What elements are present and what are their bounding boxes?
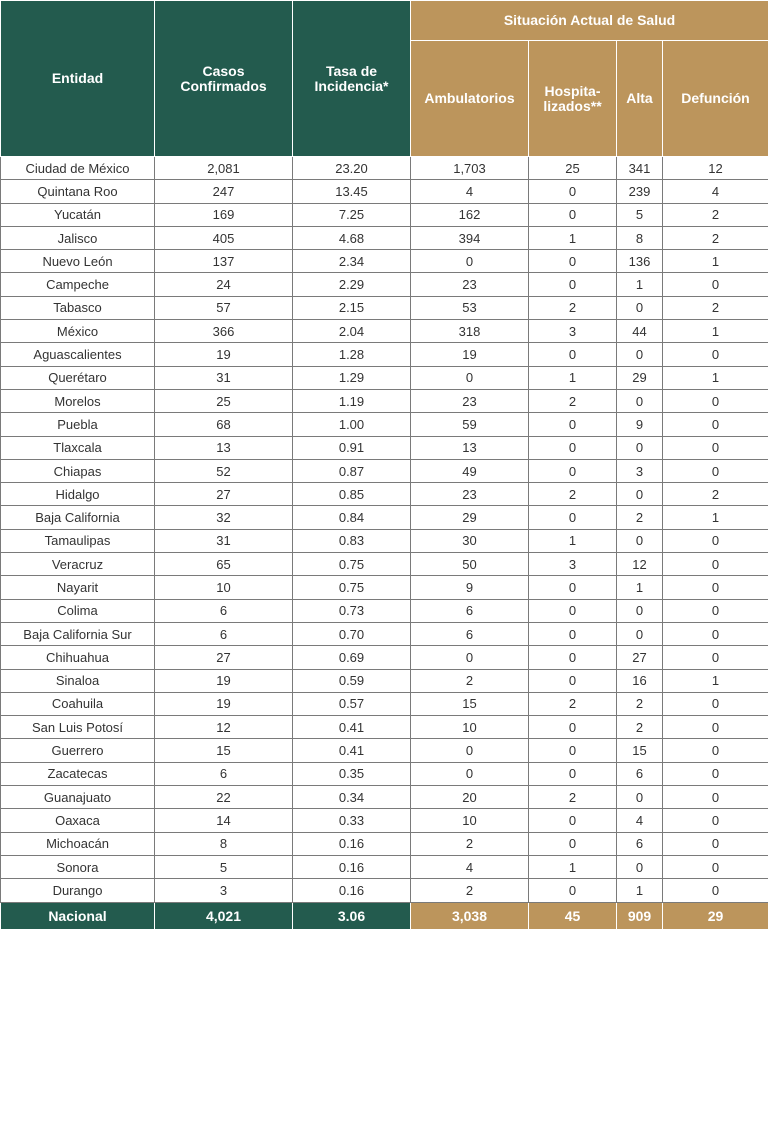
value-cell: 0 (663, 599, 768, 622)
table-row (1, 832, 768, 855)
value-cell: 0 (529, 180, 617, 203)
value-cell: 0.87 (293, 459, 411, 482)
table-row (1, 762, 768, 785)
value-cell: 4 (411, 180, 529, 203)
value-cell: 0 (411, 762, 529, 785)
table-row (1, 576, 768, 599)
value-cell: 0 (663, 716, 768, 739)
value-cell: 0.91 (293, 436, 411, 459)
value-cell: 14 (155, 809, 293, 832)
value-cell: 1 (617, 879, 663, 902)
value-cell: 6 (411, 622, 529, 645)
value-cell: 0 (529, 599, 617, 622)
entity-name-cell: Jalisco (1, 226, 155, 249)
value-cell: 0 (617, 855, 663, 878)
table-body (1, 157, 768, 903)
value-cell: 0 (617, 436, 663, 459)
value-cell: 0 (529, 622, 617, 645)
entity-name-cell: Sinaloa (1, 669, 155, 692)
value-cell: 0 (529, 762, 617, 785)
value-cell: 247 (155, 180, 293, 203)
value-cell: 0.75 (293, 576, 411, 599)
value-cell: 1 (663, 506, 768, 529)
value-cell: 0.57 (293, 692, 411, 715)
entity-name-cell: Guerrero (1, 739, 155, 762)
value-cell: 0 (663, 529, 768, 552)
value-cell: 2 (663, 203, 768, 226)
value-cell: 2 (617, 716, 663, 739)
value-cell: 23 (411, 273, 529, 296)
value-cell: 13 (411, 436, 529, 459)
value-cell: 2 (529, 296, 617, 319)
value-cell: 0 (617, 389, 663, 412)
value-cell: 6 (617, 762, 663, 785)
total-cell: Nacional (1, 902, 155, 929)
header-casos-confirmados: Casos Confirmados (155, 1, 293, 157)
value-cell: 4.68 (293, 226, 411, 249)
value-cell: 57 (155, 296, 293, 319)
value-cell: 49 (411, 459, 529, 482)
value-cell: 341 (617, 157, 663, 180)
value-cell: 50 (411, 553, 529, 576)
table-row (1, 389, 768, 412)
table-row (1, 343, 768, 366)
table-row (1, 529, 768, 552)
value-cell: 0.16 (293, 879, 411, 902)
value-cell: 10 (411, 809, 529, 832)
entity-name-cell: Tamaulipas (1, 529, 155, 552)
value-cell: 1 (663, 320, 768, 343)
table-row (1, 436, 768, 459)
value-cell: 0 (663, 576, 768, 599)
value-cell: 8 (617, 226, 663, 249)
value-cell: 0 (663, 459, 768, 482)
entity-name-cell: Baja California (1, 506, 155, 529)
total-cell: 3,038 (411, 902, 529, 929)
value-cell: 1 (529, 529, 617, 552)
value-cell: 3 (155, 879, 293, 902)
value-cell: 2 (411, 832, 529, 855)
value-cell: 136 (617, 250, 663, 273)
value-cell: 19 (155, 692, 293, 715)
value-cell: 4 (411, 855, 529, 878)
value-cell: 0 (663, 646, 768, 669)
value-cell: 0 (663, 832, 768, 855)
value-cell: 1 (617, 576, 663, 599)
value-cell: 10 (155, 576, 293, 599)
entity-name-cell: Yucatán (1, 203, 155, 226)
entity-name-cell: Baja California Sur (1, 622, 155, 645)
value-cell: 0 (663, 436, 768, 459)
value-cell: 65 (155, 553, 293, 576)
header-entidad: Entidad (1, 1, 155, 157)
value-cell: 0.34 (293, 786, 411, 809)
value-cell: 31 (155, 529, 293, 552)
value-cell: 405 (155, 226, 293, 249)
table-row (1, 203, 768, 226)
entity-name-cell: Zacatecas (1, 762, 155, 785)
total-row (1, 902, 768, 929)
entity-name-cell: Aguascalientes (1, 343, 155, 366)
value-cell: 2.04 (293, 320, 411, 343)
value-cell: 0 (529, 646, 617, 669)
value-cell: 0 (529, 879, 617, 902)
value-cell: 6 (155, 622, 293, 645)
value-cell: 0 (663, 739, 768, 762)
value-cell: 0 (529, 273, 617, 296)
value-cell: 19 (155, 343, 293, 366)
table-row (1, 553, 768, 576)
value-cell: 0 (663, 413, 768, 436)
value-cell: 2 (617, 506, 663, 529)
value-cell: 0 (663, 622, 768, 645)
value-cell: 19 (155, 669, 293, 692)
value-cell: 0 (529, 669, 617, 692)
value-cell: 2 (617, 692, 663, 715)
value-cell: 318 (411, 320, 529, 343)
value-cell: 1 (617, 273, 663, 296)
value-cell: 0 (663, 273, 768, 296)
value-cell: 59 (411, 413, 529, 436)
entity-name-cell: Guanajuato (1, 786, 155, 809)
value-cell: 0 (411, 646, 529, 669)
value-cell: 2 (663, 226, 768, 249)
value-cell: 16 (617, 669, 663, 692)
value-cell: 0.35 (293, 762, 411, 785)
table-row (1, 739, 768, 762)
value-cell: 15 (155, 739, 293, 762)
value-cell: 68 (155, 413, 293, 436)
value-cell: 1 (663, 250, 768, 273)
value-cell: 1.00 (293, 413, 411, 436)
value-cell: 1 (529, 855, 617, 878)
table-row (1, 622, 768, 645)
value-cell: 2.34 (293, 250, 411, 273)
table-row (1, 599, 768, 622)
value-cell: 0.33 (293, 809, 411, 832)
total-cell: 909 (617, 902, 663, 929)
value-cell: 0.41 (293, 716, 411, 739)
value-cell: 27 (155, 483, 293, 506)
value-cell: 3 (529, 553, 617, 576)
value-cell: 2 (529, 389, 617, 412)
table-row (1, 413, 768, 436)
value-cell: 0 (529, 506, 617, 529)
value-cell: 0 (663, 762, 768, 785)
table-row (1, 692, 768, 715)
value-cell: 0 (617, 343, 663, 366)
table-row (1, 855, 768, 878)
header-hospitalizados: Hospita-lizados** (529, 41, 617, 157)
value-cell: 1 (663, 366, 768, 389)
value-cell: 2,081 (155, 157, 293, 180)
entity-name-cell: Nayarit (1, 576, 155, 599)
header-situacion-actual: Situación Actual de Salud (411, 1, 768, 41)
table-row (1, 716, 768, 739)
value-cell: 0 (529, 459, 617, 482)
value-cell: 6 (155, 762, 293, 785)
value-cell: 0.69 (293, 646, 411, 669)
value-cell: 0 (663, 786, 768, 809)
header-tasa-incidencia: Tasa de Incidencia* (293, 1, 411, 157)
value-cell: 2.29 (293, 273, 411, 296)
value-cell: 3 (617, 459, 663, 482)
value-cell: 0 (529, 250, 617, 273)
value-cell: 6 (155, 599, 293, 622)
entity-name-cell: Chiapas (1, 459, 155, 482)
value-cell: 0 (617, 529, 663, 552)
value-cell: 0 (529, 832, 617, 855)
entity-name-cell: Sonora (1, 855, 155, 878)
entity-name-cell: Puebla (1, 413, 155, 436)
value-cell: 12 (663, 157, 768, 180)
entity-name-cell: Tabasco (1, 296, 155, 319)
value-cell: 4 (617, 809, 663, 832)
value-cell: 29 (617, 366, 663, 389)
value-cell: 0.16 (293, 832, 411, 855)
value-cell: 0 (529, 343, 617, 366)
value-cell: 366 (155, 320, 293, 343)
value-cell: 0 (529, 809, 617, 832)
value-cell: 0 (529, 436, 617, 459)
value-cell: 12 (617, 553, 663, 576)
header-defuncion: Defunción (663, 41, 768, 157)
value-cell: 2 (663, 296, 768, 319)
value-cell: 6 (411, 599, 529, 622)
value-cell: 9 (617, 413, 663, 436)
value-cell: 0 (617, 622, 663, 645)
entity-name-cell: Tlaxcala (1, 436, 155, 459)
value-cell: 15 (411, 692, 529, 715)
value-cell: 169 (155, 203, 293, 226)
value-cell: 7.25 (293, 203, 411, 226)
value-cell: 0 (411, 250, 529, 273)
value-cell: 4 (663, 180, 768, 203)
table-row (1, 320, 768, 343)
value-cell: 3 (529, 320, 617, 343)
value-cell: 0.70 (293, 622, 411, 645)
value-cell: 30 (411, 529, 529, 552)
entity-name-cell: Quintana Roo (1, 180, 155, 203)
value-cell: 0 (663, 809, 768, 832)
value-cell: 0.41 (293, 739, 411, 762)
table-row (1, 506, 768, 529)
value-cell: 24 (155, 273, 293, 296)
table-row (1, 157, 768, 180)
value-cell: 0.83 (293, 529, 411, 552)
value-cell: 0 (411, 366, 529, 389)
entity-name-cell: Oaxaca (1, 809, 155, 832)
value-cell: 0.75 (293, 553, 411, 576)
value-cell: 23.20 (293, 157, 411, 180)
value-cell: 0 (529, 739, 617, 762)
table-row (1, 786, 768, 809)
value-cell: 15 (617, 739, 663, 762)
value-cell: 25 (155, 389, 293, 412)
total-cell: 29 (663, 902, 768, 929)
table-row (1, 250, 768, 273)
value-cell: 2 (663, 483, 768, 506)
value-cell: 0 (529, 716, 617, 739)
value-cell: 52 (155, 459, 293, 482)
entity-name-cell: Ciudad de México (1, 157, 155, 180)
value-cell: 0 (663, 389, 768, 412)
value-cell: 0 (663, 343, 768, 366)
value-cell: 0.85 (293, 483, 411, 506)
table-row (1, 273, 768, 296)
table-row (1, 459, 768, 482)
value-cell: 1.29 (293, 366, 411, 389)
value-cell: 1 (529, 226, 617, 249)
value-cell: 22 (155, 786, 293, 809)
entity-name-cell: Michoacán (1, 832, 155, 855)
value-cell: 0 (617, 483, 663, 506)
value-cell: 0.73 (293, 599, 411, 622)
value-cell: 0 (529, 203, 617, 226)
value-cell: 12 (155, 716, 293, 739)
value-cell: 23 (411, 389, 529, 412)
value-cell: 32 (155, 506, 293, 529)
value-cell: 29 (411, 506, 529, 529)
table-row (1, 180, 768, 203)
value-cell: 8 (155, 832, 293, 855)
value-cell: 2 (529, 692, 617, 715)
total-cell: 3.06 (293, 902, 411, 929)
value-cell: 0 (617, 599, 663, 622)
table-row (1, 483, 768, 506)
value-cell: 1 (529, 366, 617, 389)
value-cell: 10 (411, 716, 529, 739)
value-cell: 0 (663, 879, 768, 902)
value-cell: 2 (411, 879, 529, 902)
value-cell: 44 (617, 320, 663, 343)
value-cell: 53 (411, 296, 529, 319)
value-cell: 0 (529, 576, 617, 599)
header-alta: Alta (617, 41, 663, 157)
value-cell: 19 (411, 343, 529, 366)
value-cell: 2.15 (293, 296, 411, 319)
value-cell: 1.28 (293, 343, 411, 366)
value-cell: 31 (155, 366, 293, 389)
entity-name-cell: Morelos (1, 389, 155, 412)
value-cell: 13 (155, 436, 293, 459)
value-cell: 1.19 (293, 389, 411, 412)
value-cell: 0.84 (293, 506, 411, 529)
value-cell: 162 (411, 203, 529, 226)
value-cell: 13.45 (293, 180, 411, 203)
value-cell: 137 (155, 250, 293, 273)
entity-name-cell: Durango (1, 879, 155, 902)
value-cell: 6 (617, 832, 663, 855)
value-cell: 0 (529, 413, 617, 436)
entity-name-cell: San Luis Potosí (1, 716, 155, 739)
value-cell: 27 (155, 646, 293, 669)
value-cell: 0 (411, 739, 529, 762)
entity-name-cell: Colima (1, 599, 155, 622)
value-cell: 2 (411, 669, 529, 692)
entity-name-cell: Veracruz (1, 553, 155, 576)
value-cell: 1 (663, 669, 768, 692)
value-cell: 1,703 (411, 157, 529, 180)
entity-name-cell: Hidalgo (1, 483, 155, 506)
value-cell: 239 (617, 180, 663, 203)
header-ambulatorios: Ambulatorios (411, 41, 529, 157)
value-cell: 20 (411, 786, 529, 809)
entity-name-cell: Chihuahua (1, 646, 155, 669)
entity-name-cell: Querétaro (1, 366, 155, 389)
value-cell: 5 (617, 203, 663, 226)
value-cell: 0 (617, 786, 663, 809)
table-row (1, 296, 768, 319)
entity-name-cell: Coahuila (1, 692, 155, 715)
entity-name-cell: México (1, 320, 155, 343)
value-cell: 23 (411, 483, 529, 506)
value-cell: 9 (411, 576, 529, 599)
value-cell: 394 (411, 226, 529, 249)
entity-name-cell: Nuevo León (1, 250, 155, 273)
value-cell: 0 (663, 855, 768, 878)
value-cell: 2 (529, 786, 617, 809)
table-row (1, 879, 768, 902)
value-cell: 2 (529, 483, 617, 506)
total-cell: 4,021 (155, 902, 293, 929)
total-cell: 45 (529, 902, 617, 929)
value-cell: 5 (155, 855, 293, 878)
table-row (1, 669, 768, 692)
table-row (1, 366, 768, 389)
table-row (1, 809, 768, 832)
value-cell: 0 (617, 296, 663, 319)
entity-name-cell: Campeche (1, 273, 155, 296)
value-cell: 25 (529, 157, 617, 180)
value-cell: 0.59 (293, 669, 411, 692)
value-cell: 0 (663, 692, 768, 715)
value-cell: 27 (617, 646, 663, 669)
table-row (1, 226, 768, 249)
value-cell: 0 (663, 553, 768, 576)
value-cell: 0.16 (293, 855, 411, 878)
table-row (1, 646, 768, 669)
